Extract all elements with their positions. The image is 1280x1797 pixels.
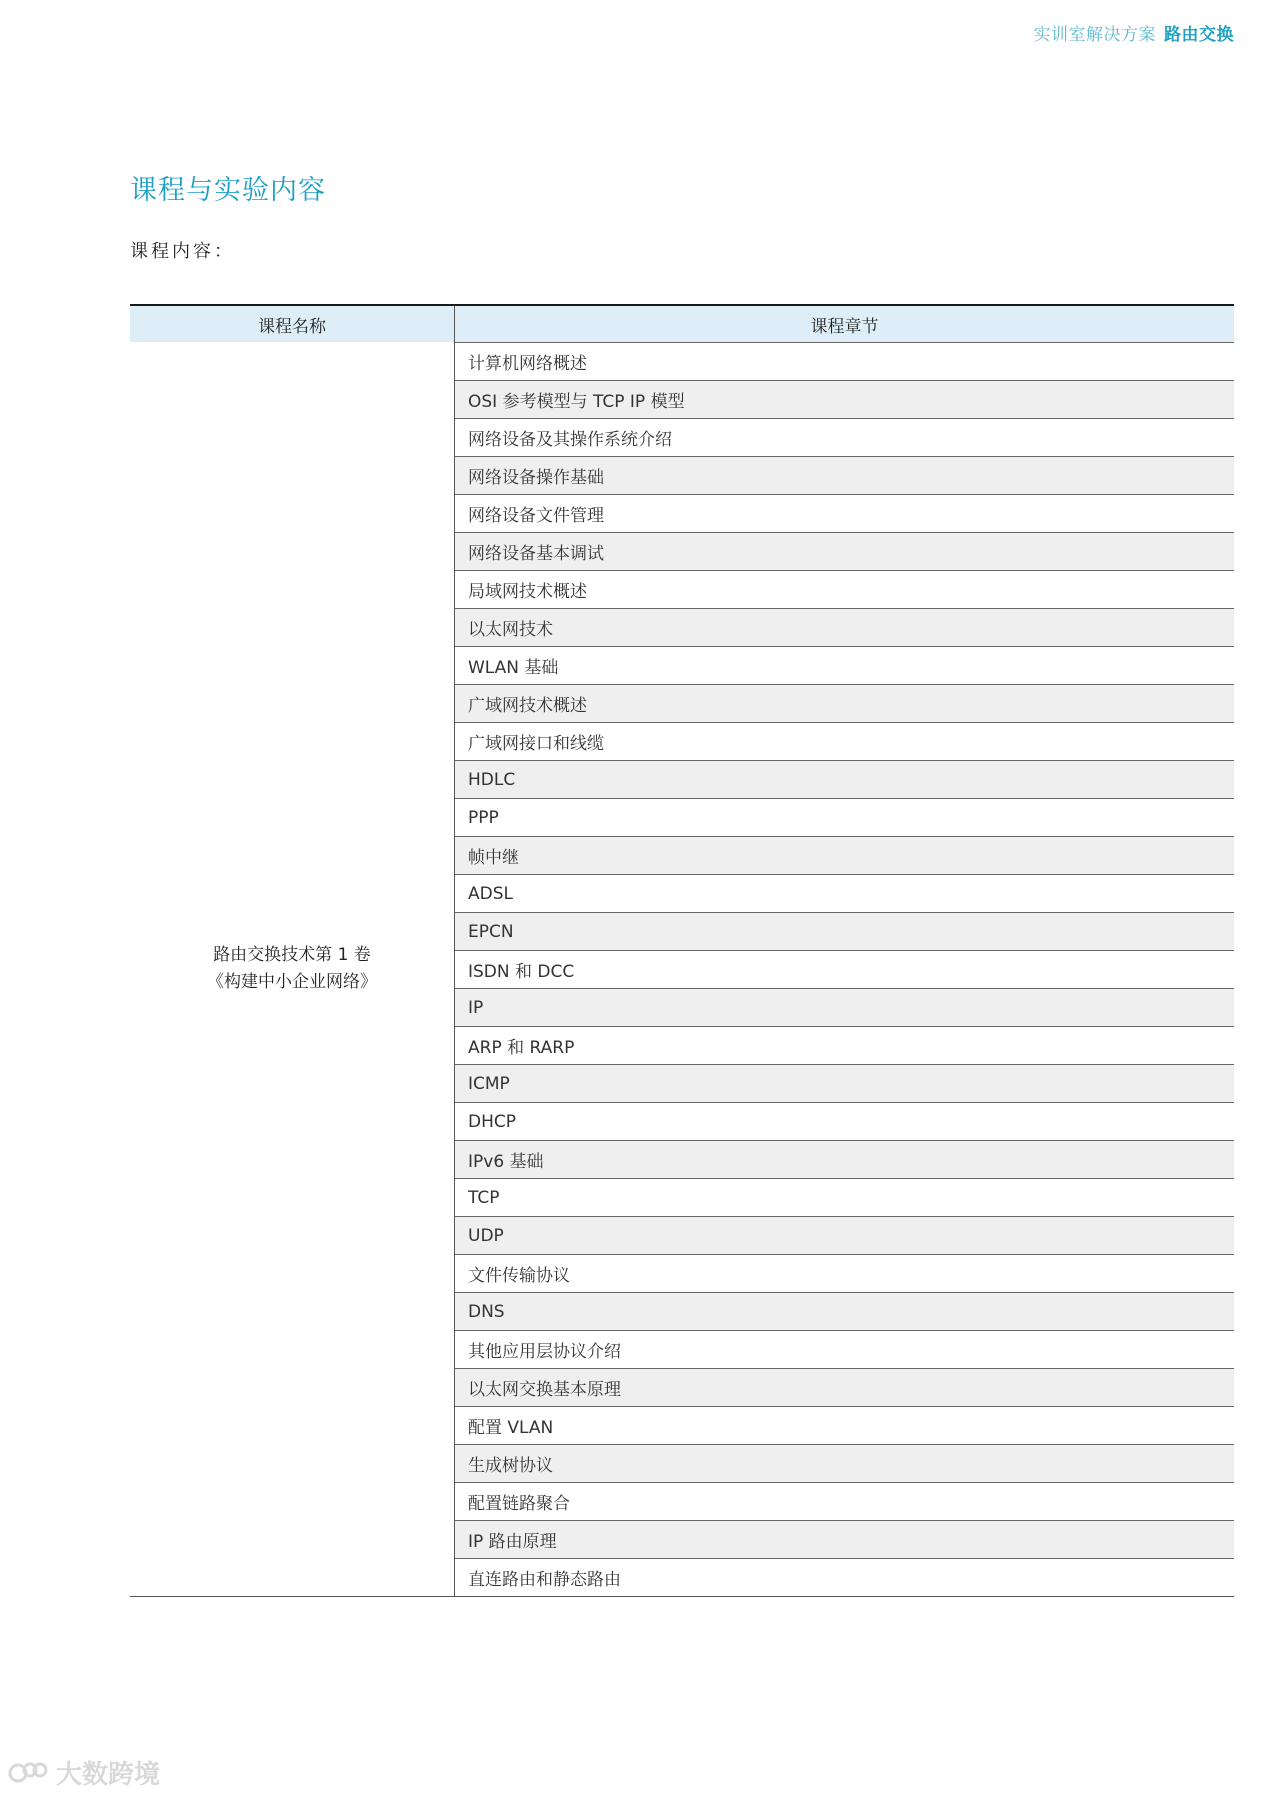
table-row: IP: [455, 988, 1234, 1026]
table-row: 帧中继: [455, 836, 1234, 874]
table-row: IPv6 基础: [455, 1140, 1234, 1178]
header-course-chapter: 课程章节: [810, 316, 879, 337]
table-row: 直连路由和静态路由: [455, 1558, 1234, 1596]
table-body: [130, 342, 1234, 1597]
table-row: 广域网接口和线缆: [455, 722, 1234, 760]
course-name-line1: 路由交换技术第 1 卷: [213, 945, 371, 965]
table-row: DNS: [455, 1292, 1234, 1330]
table-row: EPCN: [455, 912, 1234, 950]
table-row: DHCP: [455, 1102, 1234, 1140]
table-row: 配置链路聚合: [455, 1482, 1234, 1520]
header-course-name: 课程名称: [130, 306, 455, 342]
table-row: 局域网技术概述: [455, 570, 1234, 608]
course-table: [130, 304, 1234, 1597]
watermark-logo-icon: [8, 1760, 48, 1786]
table-row: IP 路由原理: [455, 1520, 1234, 1558]
table-row: 计算机网络概述: [455, 342, 1234, 380]
table-row: PPP: [455, 798, 1234, 836]
table-row: ISDN 和 DCC: [455, 950, 1234, 988]
table-row: ICMP: [455, 1064, 1234, 1102]
header-subtitle: 实训室解决方案: [1033, 25, 1156, 45]
table-row: 文件传输协议: [455, 1254, 1234, 1292]
table-row: 网络设备文件管理: [455, 494, 1234, 532]
watermark: [8, 1754, 160, 1791]
course-content-label: 课程内容：: [130, 241, 235, 262]
header-title: 路由交换: [1164, 25, 1234, 45]
table-row: 以太网交换基本原理: [455, 1368, 1234, 1406]
table-row: OSI 参考模型与 TCP IP 模型: [455, 380, 1234, 418]
table-row: TCP: [455, 1178, 1234, 1216]
table-row: 其他应用层协议介绍: [455, 1330, 1234, 1368]
table-header: [130, 306, 1234, 342]
watermark-text: 大数跨境: [56, 1760, 161, 1790]
table-row: 以太网技术: [455, 608, 1234, 646]
table-row: ARP 和 RARP: [455, 1026, 1234, 1064]
section-title: 课程与实验内容: [130, 175, 326, 206]
table-row: 网络设备及其操作系统介绍: [455, 418, 1234, 456]
table-row: 广域网技术概述: [455, 684, 1234, 722]
table-row: 网络设备操作基础: [455, 456, 1234, 494]
chapter-list: [455, 342, 1234, 1596]
course-name-cell: [130, 342, 455, 1596]
table-row: 生成树协议: [455, 1444, 1234, 1482]
table-row: ADSL: [455, 874, 1234, 912]
table-row: UDP: [455, 1216, 1234, 1254]
table-row: 配置 VLAN: [455, 1406, 1234, 1444]
table-row: 网络设备基本调试: [455, 532, 1234, 570]
page-header: [1034, 20, 1235, 45]
course-name-line2: 《构建中小企业网络》: [207, 972, 377, 992]
table-row: HDLC: [455, 760, 1234, 798]
table-row: WLAN 基础: [455, 646, 1234, 684]
